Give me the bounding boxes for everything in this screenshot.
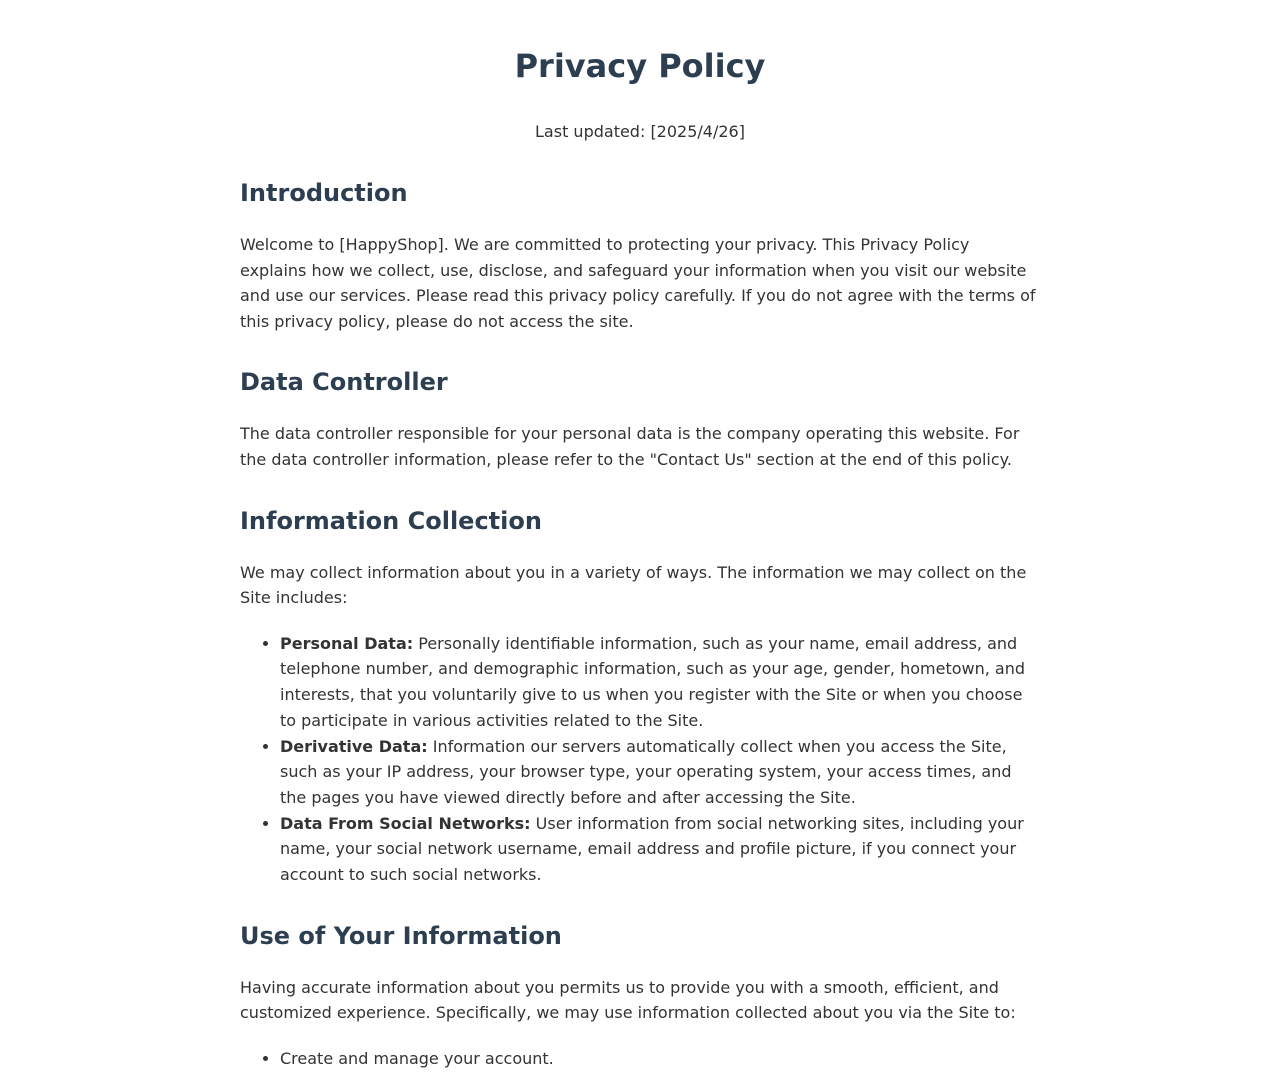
section-heading: Introduction <box>240 179 408 207</box>
use-list <box>240 1046 1040 1072</box>
list-item <box>280 1046 1040 1072</box>
section-paragraph: Welcome to [HappyShop]. We are committed to protecting your privacy. This Privacy Policy explains how we collect, use, disclose, and safeguard your information when you visit our website and use our services. Please read this privacy policy carefully. If you do not agree with the terms of this privacy policy, please do not access the site. <box>240 235 1036 331</box>
section-heading: Use of Your Information <box>240 921 562 950</box>
page-title: Privacy Policy <box>514 47 766 85</box>
section-heading: Information Collection <box>240 506 542 535</box>
list-item-text: Personally identifiable information, such as your name, email address, and telephone number, and demographic information, such as your age, gender, hometown, and interests, that you voluntarily give to us when you register with the Site or when you choose to participate in various activities related to the Site. <box>280 633 1025 730</box>
section-introduction <box>240 178 1040 334</box>
privacy-policy-page <box>240 0 1040 1072</box>
list-item-term: Derivative Data: <box>280 736 428 756</box>
section-heading: Data Controller <box>240 368 448 397</box>
collection-list <box>240 631 1040 888</box>
section-information-collection <box>240 506 1040 888</box>
section-paragraph: The data controller responsible for your personal data is the company operating this website. For the data controller information, please refer to the "Contact Us" section at the end of this policy. <box>240 424 1020 469</box>
list-item-text: Create and manage your account. <box>280 1048 554 1068</box>
section-paragraph: We may collect information about you in a variety of ways. The information we may collect on the Site includes: <box>240 562 1027 608</box>
list-item-term: Data From Social Networks: <box>280 813 531 833</box>
list-item-text: Information our servers automatically collect when you access the Site, such as your IP address, your browser type, your operating system, your access times, and the pages you have viewed directly before and after accessing the Site. <box>280 736 1012 807</box>
list-item <box>280 734 1040 811</box>
section-data-controller <box>240 367 1040 472</box>
list-item <box>280 811 1040 888</box>
section-use-of-information <box>240 921 1040 1072</box>
list-item-term: Personal Data: <box>280 633 414 653</box>
last-updated-text: Last updated: [2025/4/26] <box>535 122 745 141</box>
section-paragraph: Having accurate information about you permits us to provide you with a smooth, efficient, and customized experience. Specifically, we may use information collected about you via the Site to: <box>240 977 1016 1023</box>
list-item-text: User information from social networking sites, including your name, your social network username, email address and profile picture, if you connect your account to such social networks. <box>280 813 1024 885</box>
list-item <box>280 631 1040 734</box>
